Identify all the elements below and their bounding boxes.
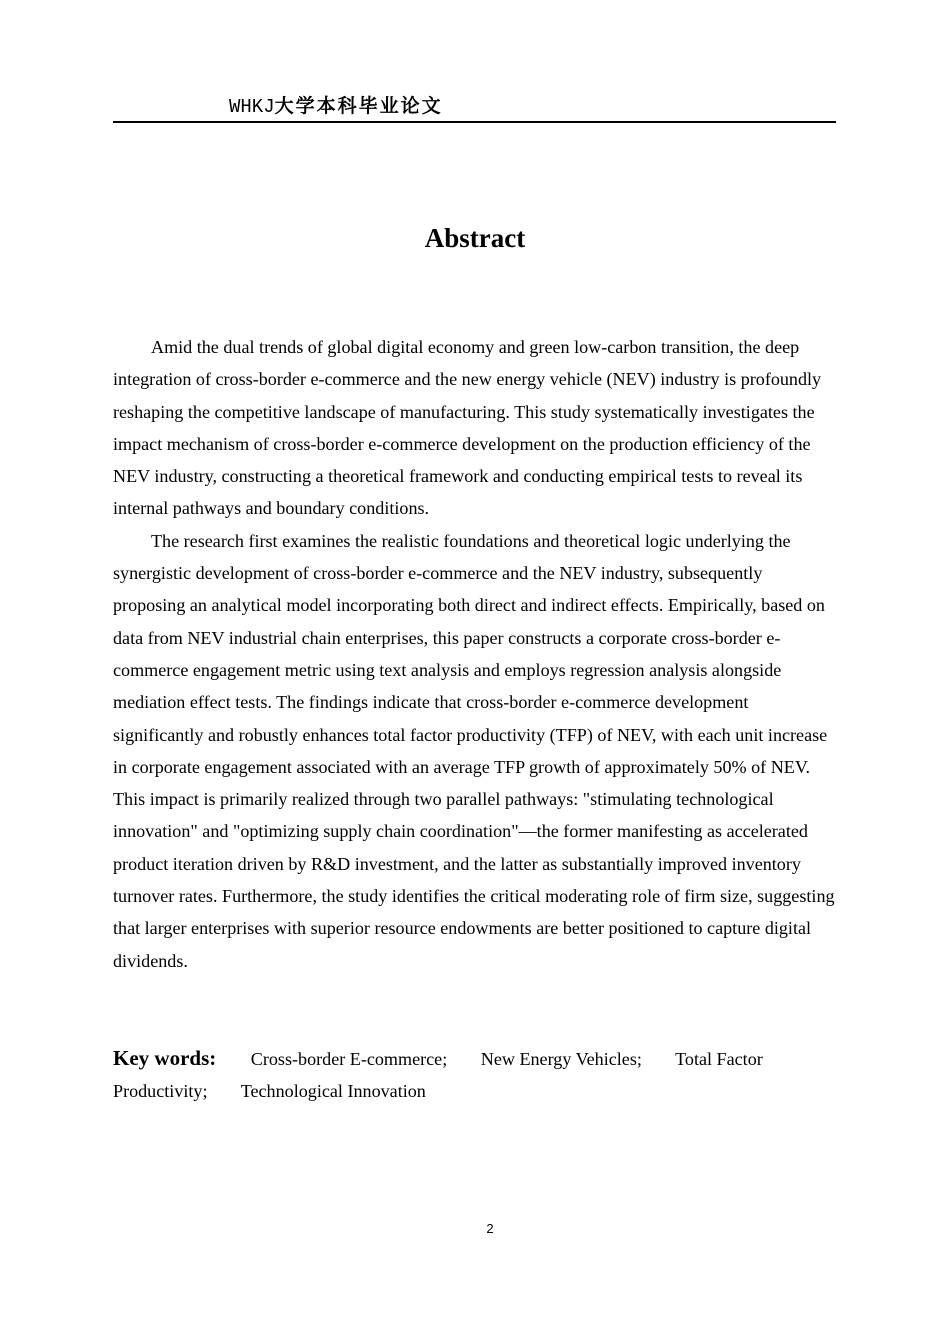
keyword-item: New Energy Vehicles;: [480, 1049, 642, 1069]
keyword-item: Total Factor Productivity;: [113, 1049, 763, 1102]
abstract-title: Abstract: [424, 223, 526, 253]
running-header: [113, 93, 836, 123]
header-thesis-label: 大学本科毕业论文: [274, 95, 443, 117]
header-title: [229, 94, 443, 119]
abstract-body: [113, 331, 835, 977]
keywords-section: [113, 1042, 835, 1108]
header-university-code: WHKJ: [229, 96, 275, 118]
keyword-item: Technological Innovation: [240, 1081, 426, 1102]
abstract-paragraph-2: The research first examines the realistic foundations and theoretical logic underlying the synergistic development of cross-border e-commerce and the NEV industry, subsequently proposing an analytical model incorporating both direct and indirect effects. Empirically, based on data from NEV industrial chain enterprises, this paper constructs a corporate cross-border e-commerce engagement metric using text analysis and employs regression analysis alongside mediation effect tests. The findings indicate that cross-border e-commerce development significantly and robustly enhances total factor productivity (TFP) of NEV, with each unit increase in corporate engagement associated with an average TFP growth of approximately 50% of NEV. This impact is primarily realized through two parallel pathways: "stimulating technological innovation" and "optimizing supply chain coordination"—the former manifesting as accelerated product iteration driven by R&D investment, and the latter as substantially improved inventory turnover rates. Furthermore, the study identifies the critical moderating role of firm size, suggesting that larger enterprises with superior resource endowments are better positioned to capture digital dividends.: [113, 530, 835, 971]
keyword-item: Cross-border E-commerce;: [250, 1049, 448, 1069]
page-number: 2: [486, 1221, 494, 1236]
abstract-paragraph-1: Amid the dual trends of global digital economy and green low-carbon transition, the deep integration of cross-border e-commerce and the new energy vehicle (NEV) industry is profoundly reshaping the competitive landscape of manufacturing. This study systematically investigates the impact mechanism of cross-border e-commerce development on the production efficiency of the NEV industry, constructing a theoretical framework and conducting empirical tests to reveal its internal pathways and boundary conditions.: [113, 337, 822, 519]
keywords-label: Key words:: [113, 1046, 217, 1070]
